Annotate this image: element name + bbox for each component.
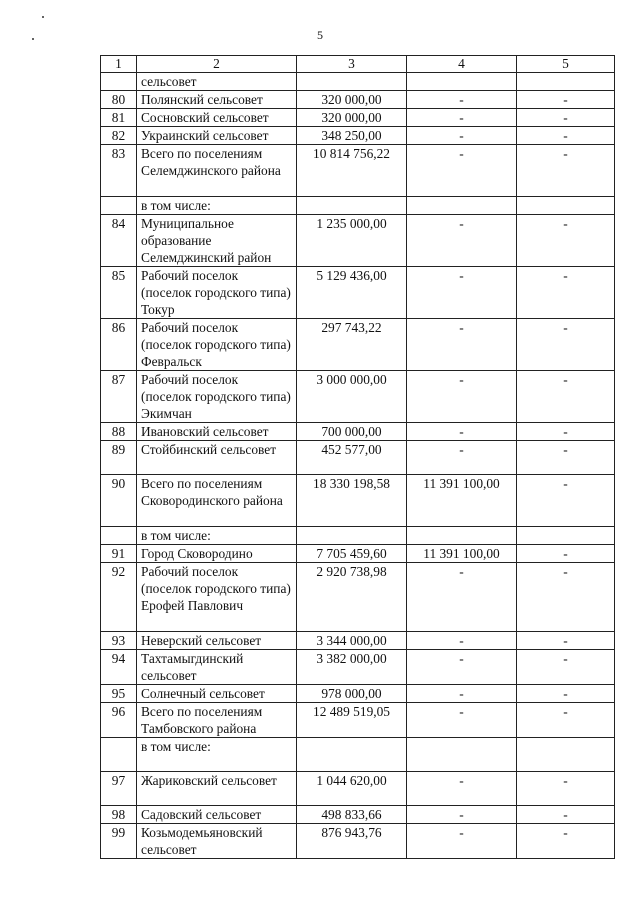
row-value-col4 [407, 527, 517, 545]
row-value-col3: 320 000,00 [297, 91, 407, 109]
row-value-col4: - [407, 632, 517, 650]
column-header: 5 [517, 56, 615, 73]
row-value-col5 [517, 197, 615, 215]
row-value-col5: - [517, 475, 615, 527]
row-number [101, 738, 137, 772]
row-value-col3: 7 705 459,60 [297, 545, 407, 563]
row-value-col3: 5 129 436,00 [297, 267, 407, 319]
row-name: Жариковский сельсовет [137, 772, 297, 806]
row-number: 82 [101, 127, 137, 145]
row-value-col3: 10 814 756,22 [297, 145, 407, 197]
row-value-col3 [297, 197, 407, 215]
row-value-col4: - [407, 371, 517, 423]
row-name: Садовский сельсовет [137, 806, 297, 824]
table-row [101, 145, 615, 197]
row-value-col5 [517, 738, 615, 772]
column-header: 1 [101, 56, 137, 73]
row-value-col4: - [407, 127, 517, 145]
row-number: 90 [101, 475, 137, 527]
row-number: 86 [101, 319, 137, 371]
row-value-col5: - [517, 423, 615, 441]
table-row [101, 772, 615, 806]
row-value-col4 [407, 738, 517, 772]
table-row [101, 527, 615, 545]
row-value-col5 [517, 527, 615, 545]
row-value-col4: - [407, 441, 517, 475]
row-name: Неверский сельсовет [137, 632, 297, 650]
row-value-col3: 978 000,00 [297, 685, 407, 703]
row-number: 96 [101, 703, 137, 738]
table-row [101, 215, 615, 267]
row-number: 93 [101, 632, 137, 650]
row-number: 83 [101, 145, 137, 197]
row-name: Всего по поселениям Тамбовского района [137, 703, 297, 738]
row-value-col4: - [407, 215, 517, 267]
row-name: Стойбинский сельсовет [137, 441, 297, 475]
table-row [101, 197, 615, 215]
column-header: 3 [297, 56, 407, 73]
row-value-col5: - [517, 824, 615, 859]
row-number [101, 527, 137, 545]
row-value-col4: - [407, 91, 517, 109]
row-number [101, 197, 137, 215]
row-name: Всего по поселениям Сковородинского района [137, 475, 297, 527]
row-name: в том числе: [137, 527, 297, 545]
row-value-col3 [297, 73, 407, 91]
row-value-col4: - [407, 319, 517, 371]
row-value-col5: - [517, 772, 615, 806]
row-value-col3: 12 489 519,05 [297, 703, 407, 738]
header-row [101, 56, 615, 73]
row-value-col4: - [407, 563, 517, 632]
row-value-col4: 11 391 100,00 [407, 475, 517, 527]
row-value-col4 [407, 73, 517, 91]
row-name: Рабочий поселок (поселок городского типа) Экимчан [137, 371, 297, 423]
row-number: 81 [101, 109, 137, 127]
row-value-col3: 3 000 000,00 [297, 371, 407, 423]
row-name: Рабочий поселок (поселок городского типа) Февральск [137, 319, 297, 371]
table-row [101, 685, 615, 703]
row-name: Солнечный сельсовет [137, 685, 297, 703]
row-value-col3: 452 577,00 [297, 441, 407, 475]
row-number: 89 [101, 441, 137, 475]
table-row [101, 441, 615, 475]
row-number: 88 [101, 423, 137, 441]
table-row [101, 824, 615, 859]
row-name: Рабочий поселок (поселок городского типа) Токур [137, 267, 297, 319]
row-value-col5: - [517, 545, 615, 563]
budget-table [100, 55, 615, 859]
row-value-col4: - [407, 109, 517, 127]
page-number: 5 [317, 28, 323, 42]
row-value-col4 [407, 197, 517, 215]
row-name: Сосновский сельсовет [137, 109, 297, 127]
row-value-col3: 1 235 000,00 [297, 215, 407, 267]
row-number: 97 [101, 772, 137, 806]
row-value-col4: 11 391 100,00 [407, 545, 517, 563]
table-row [101, 806, 615, 824]
row-value-col5: - [517, 371, 615, 423]
row-value-col5: - [517, 650, 615, 685]
table-row [101, 423, 615, 441]
table-row [101, 127, 615, 145]
table-row [101, 703, 615, 738]
row-value-col4: - [407, 423, 517, 441]
row-value-col3: 18 330 198,58 [297, 475, 407, 527]
row-value-col4: - [407, 806, 517, 824]
row-value-col3: 1 044 620,00 [297, 772, 407, 806]
table-row [101, 371, 615, 423]
row-value-col5: - [517, 632, 615, 650]
row-number: 87 [101, 371, 137, 423]
row-value-col3: 297 743,22 [297, 319, 407, 371]
table-row [101, 267, 615, 319]
row-value-col5: - [517, 563, 615, 632]
row-value-col5: - [517, 685, 615, 703]
table-row [101, 319, 615, 371]
row-value-col5: - [517, 806, 615, 824]
row-value-col5: - [517, 127, 615, 145]
row-number: 84 [101, 215, 137, 267]
row-value-col3: 3 382 000,00 [297, 650, 407, 685]
row-name: Украинский сельсовет [137, 127, 297, 145]
row-value-col4: - [407, 772, 517, 806]
row-value-col5: - [517, 91, 615, 109]
row-name: Город Сковородино [137, 545, 297, 563]
row-number: 91 [101, 545, 137, 563]
row-value-col4: - [407, 145, 517, 197]
row-number: 95 [101, 685, 137, 703]
row-number: 94 [101, 650, 137, 685]
row-number: 92 [101, 563, 137, 632]
row-value-col3: 700 000,00 [297, 423, 407, 441]
row-value-col3 [297, 527, 407, 545]
row-name: Всего по поселениям Селемджинского района [137, 145, 297, 197]
row-value-col4: - [407, 703, 517, 738]
row-value-col4: - [407, 267, 517, 319]
table-row [101, 73, 615, 91]
table-row [101, 738, 615, 772]
row-name: в том числе: [137, 197, 297, 215]
row-value-col3: 876 943,76 [297, 824, 407, 859]
column-header: 2 [137, 56, 297, 73]
row-value-col5: - [517, 319, 615, 371]
row-name: в том числе: [137, 738, 297, 772]
row-number: 80 [101, 91, 137, 109]
table-row [101, 475, 615, 527]
table-row [101, 91, 615, 109]
table-row [101, 632, 615, 650]
table-row [101, 650, 615, 685]
row-value-col3 [297, 738, 407, 772]
column-header: 4 [407, 56, 517, 73]
row-value-col3: 3 344 000,00 [297, 632, 407, 650]
row-number: 85 [101, 267, 137, 319]
row-value-col4: - [407, 650, 517, 685]
row-name: Козьмодемьяновский сельсовет [137, 824, 297, 859]
row-number [101, 73, 137, 91]
table-row [101, 545, 615, 563]
row-value-col5 [517, 73, 615, 91]
row-value-col3: 320 000,00 [297, 109, 407, 127]
scan-speck [42, 16, 44, 18]
table-row [101, 109, 615, 127]
row-value-col5: - [517, 215, 615, 267]
row-value-col5: - [517, 267, 615, 319]
row-value-col3: 348 250,00 [297, 127, 407, 145]
row-name: Рабочий поселок (поселок городского типа) Ерофей Павлович [137, 563, 297, 632]
row-name: Тахтамыгдинский сельсовет [137, 650, 297, 685]
row-value-col3: 498 833,66 [297, 806, 407, 824]
table-row [101, 563, 615, 632]
row-value-col5: - [517, 703, 615, 738]
row-name: Полянский сельсовет [137, 91, 297, 109]
row-name: Муниципальное образование Селемджинский район [137, 215, 297, 267]
row-value-col5: - [517, 109, 615, 127]
row-value-col5: - [517, 441, 615, 475]
row-number: 99 [101, 824, 137, 859]
row-value-col5: - [517, 145, 615, 197]
row-number: 98 [101, 806, 137, 824]
row-name: сельсовет [137, 73, 297, 91]
row-value-col3: 2 920 738,98 [297, 563, 407, 632]
row-name: Ивановский сельсовет [137, 423, 297, 441]
row-value-col4: - [407, 685, 517, 703]
row-value-col4: - [407, 824, 517, 859]
